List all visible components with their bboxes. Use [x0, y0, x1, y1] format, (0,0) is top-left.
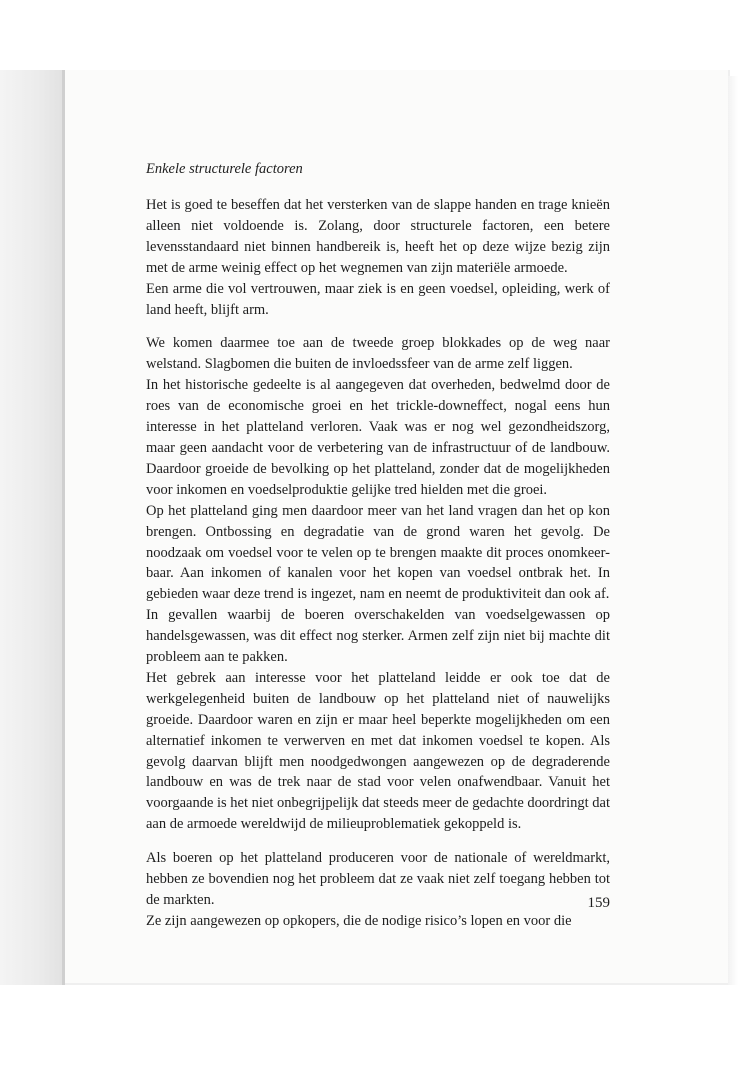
- paragraph: Het gebrek aan interesse voor het platteland leidde er ook toe dat de werkgelegenheid buiten de landbouw op het platteland niet of nauwelijks groeide. Daardoor waren en zijn er maar heel beperkte mogelijkheden om een alternatief inkomen te verwerven en met dat inkomen voedsel te kopen. Als gevolg daarvan blijft men noodgedwongen aangewezen op de degraderende landbouw en was de trek naar de stad voor velen onafwendbaar. Vanuit het voorgaande is het niet onbegrijpelijk dat steeds meer de gedachte doordringt dat aan de armoede wereldwijd de milieuproblematiek gekoppeld is.: [146, 669, 610, 833]
- paragraph-gap: [146, 320, 610, 333]
- section-heading: Enkele structurele factoren: [146, 161, 303, 177]
- paragraph: We komen daarmee toe aan de tweede groep blokkades op de weg naar welstand. Slagbomen die buiten de invloedssfeer van de arme zelf liggen.: [146, 335, 610, 373]
- page-edge: [728, 76, 738, 985]
- book-gutter: [0, 70, 62, 985]
- paragraph: In het historische gedeelte is al aangegeven dat overheden, bedwelmd door de roes van de economische groei en het trickle-downeffect, nogal eens hun interesse in het platteland verloren. Vaak was er nog wel gezondheidszorg, maar geen aandacht voor de verbetering van de infrastructuur of de landbouw. Daardoor groeide de bevolking op het platteland, zonder dat de mogelijkheden voor inkomen en voedselproduktie gelijke tred hielden met die groei.: [146, 377, 610, 498]
- paragraph: Het is goed te beseffen dat het versterken van de slappe handen en trage knieën alleen niet voldoende is. Zolang, door structurele factoren, een betere levensstandaard niet binnen handbereik is, heeft het op deze wijze bezig zijn met de arme weinig effect op het wegnemen van zijn materiële armoede.: [146, 197, 610, 276]
- paragraph: Ze zijn aangewezen op opkopers, die de nodige risico’s lopen en voor die: [146, 912, 572, 929]
- paragraph-gap: [146, 835, 610, 848]
- paragraph: Een arme die vol vertrouwen, maar ziek is en geen voedsel, opleiding, werk of land heeft, blijft arm.: [146, 280, 610, 318]
- page-number: 159: [587, 895, 610, 911]
- paragraph: Op het platteland ging men daardoor meer van het land vragen dan het op kon brengen. Ontbossing en degradatie van de grond waren het gevolg. De noodzaak om voedsel voor te velen op te brengen maakte dit proces onomkeer-baar. Aan inkomen of kanalen voor het kopen van voedsel ontbrak het. In gebieden waar deze trend is ingezet, nam en neemt de produktiviteit dan ook af.: [146, 502, 610, 603]
- page-content: [146, 159, 610, 932]
- paragraph: Als boeren op het platteland produceren voor de nationale of wereldmarkt, hebben ze bovendien nog het probleem dat ze vaak niet zelf toegang hebben tot de markten.: [146, 850, 610, 908]
- paragraph: In gevallen waarbij de boeren overschakelden van voedselgewassen op handelsgewassen, was dit effect nog sterker. Armen zelf zijn niet bij machte dit probleem aan te pakken.: [146, 607, 610, 666]
